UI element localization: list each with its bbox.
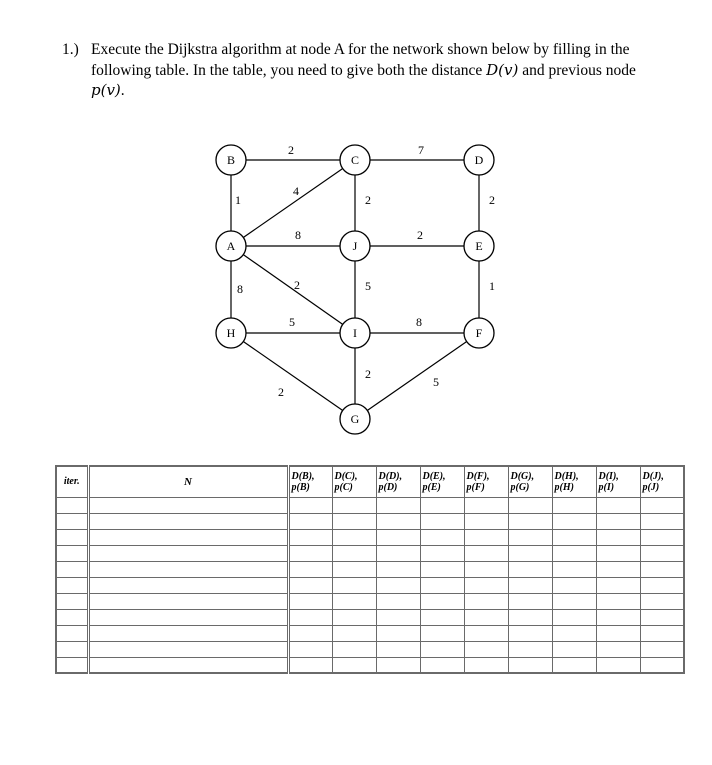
table-cell[interactable] [596, 529, 640, 545]
table-cell[interactable] [376, 593, 420, 609]
question-line-2-end: and previous node [518, 62, 636, 79]
table-cell[interactable] [376, 641, 420, 657]
table-cell[interactable] [88, 561, 288, 577]
table-cell[interactable] [56, 561, 88, 577]
column-header-pf [464, 466, 508, 497]
table-cell[interactable] [640, 641, 684, 657]
table-cell[interactable] [508, 657, 552, 673]
table-cell[interactable] [508, 497, 552, 513]
table-cell[interactable] [420, 641, 464, 657]
table-cell[interactable] [464, 577, 508, 593]
edge-weight-J-E: 2 [417, 227, 423, 242]
table-cell[interactable] [332, 625, 376, 641]
table-cell[interactable] [288, 561, 332, 577]
table-row [56, 577, 684, 593]
table-cell[interactable] [56, 497, 88, 513]
edge-weight-H-I: 5 [289, 314, 295, 329]
table-cell[interactable] [332, 593, 376, 609]
table-cell[interactable] [376, 577, 420, 593]
table-cell[interactable] [88, 513, 288, 529]
table-cell[interactable] [420, 609, 464, 625]
table-cell[interactable] [508, 545, 552, 561]
edge-weight-C-J: 2 [365, 192, 371, 207]
table-cell[interactable] [376, 657, 420, 673]
node-E [464, 231, 494, 261]
distance-label: D(I), [598, 470, 619, 482]
edge-weight-J-I: 5 [365, 278, 371, 293]
table-cell[interactable] [552, 625, 596, 641]
table-cell[interactable] [464, 497, 508, 513]
table-row [56, 529, 684, 545]
column-header-pc [332, 466, 376, 497]
table-cell[interactable] [420, 545, 464, 561]
previous-node-notation: p(v) [91, 81, 121, 99]
table-cell[interactable] [88, 641, 288, 657]
table-cell[interactable] [56, 545, 88, 561]
table-cell[interactable] [640, 577, 684, 593]
iter-header: iter. [56, 466, 88, 497]
table-cell[interactable] [332, 529, 376, 545]
table-cell[interactable] [552, 609, 596, 625]
node-I [340, 318, 370, 348]
table-cell[interactable] [56, 641, 88, 657]
previous-label: p(H) [554, 481, 574, 493]
table-cell[interactable] [56, 577, 88, 593]
column-header-ph [552, 466, 596, 497]
edge-H-G [231, 333, 355, 419]
table-cell[interactable] [88, 497, 288, 513]
table-cell[interactable] [420, 593, 464, 609]
table-row [56, 593, 684, 609]
table-cell[interactable] [464, 657, 508, 673]
table-cell[interactable] [288, 545, 332, 561]
table-cell[interactable] [464, 529, 508, 545]
table-cell[interactable] [420, 577, 464, 593]
table-cell[interactable] [420, 657, 464, 673]
graph-edge-weights [235, 143, 495, 399]
table-cell[interactable] [464, 625, 508, 641]
table-cell[interactable] [640, 497, 684, 513]
table-cell[interactable] [288, 609, 332, 625]
table-cell[interactable] [596, 561, 640, 577]
table-cell[interactable] [552, 497, 596, 513]
node-J [340, 231, 370, 261]
table-row [56, 545, 684, 561]
previous-label: p(E) [422, 481, 441, 493]
table-cell[interactable] [88, 625, 288, 641]
table-cell[interactable] [420, 561, 464, 577]
table-cell[interactable] [376, 625, 420, 641]
edge-weight-D-E: 2 [489, 192, 495, 207]
table-cell[interactable] [332, 545, 376, 561]
table-cell[interactable] [56, 529, 88, 545]
table-cell[interactable] [56, 609, 88, 625]
distance-label: D(B), [291, 470, 315, 482]
node-G [340, 404, 370, 434]
previous-label: p(I) [598, 481, 615, 493]
table-row [56, 657, 684, 673]
table-cell[interactable] [464, 513, 508, 529]
edge-weight-B-C: 2 [288, 142, 294, 157]
edge-weight-E-F: 1 [489, 278, 495, 293]
distance-label: D(D), [378, 470, 403, 482]
table-cell[interactable] [376, 609, 420, 625]
node-A [216, 231, 246, 261]
table-cell[interactable] [508, 513, 552, 529]
table-cell[interactable] [288, 593, 332, 609]
table-cell[interactable] [552, 641, 596, 657]
table-row [56, 497, 684, 513]
table-cell[interactable] [552, 577, 596, 593]
column-header-pb [288, 466, 332, 497]
edge-weight-I-F: 8 [416, 314, 422, 329]
table-cell[interactable] [420, 513, 464, 529]
table-cell[interactable] [288, 641, 332, 657]
table-cell[interactable] [88, 577, 288, 593]
table-cell[interactable] [332, 609, 376, 625]
table-cell[interactable] [596, 545, 640, 561]
table-cell[interactable] [88, 657, 288, 673]
column-header-pj [640, 466, 684, 497]
column-header-pe [420, 466, 464, 497]
table-cell[interactable] [508, 561, 552, 577]
table-cell[interactable] [332, 657, 376, 673]
table-row [56, 513, 684, 529]
table-cell[interactable] [464, 641, 508, 657]
table-cell[interactable] [88, 545, 288, 561]
table-cell[interactable] [332, 561, 376, 577]
table-cell[interactable] [56, 657, 88, 673]
table-cell[interactable] [464, 593, 508, 609]
edge-weight-C-D: 7 [418, 142, 424, 157]
table-cell[interactable] [508, 593, 552, 609]
table-cell[interactable] [552, 529, 596, 545]
distance-label: D(G), [510, 470, 535, 482]
table-cell[interactable] [596, 593, 640, 609]
table-cell[interactable] [376, 529, 420, 545]
table-cell[interactable] [640, 657, 684, 673]
table-cell[interactable] [640, 545, 684, 561]
table-cell[interactable] [56, 513, 88, 529]
question-line-1: Execute the Dijkstra algorithm at node A for the network shown below by filling in the [91, 41, 630, 58]
table-row [56, 625, 684, 641]
table-cell[interactable] [332, 513, 376, 529]
distance-label: D(E), [422, 470, 446, 482]
table-cell[interactable] [464, 609, 508, 625]
edge-weight-A-H: 8 [237, 281, 243, 296]
table-cell[interactable] [56, 593, 88, 609]
table-cell[interactable] [596, 657, 640, 673]
previous-label: p(D) [378, 481, 398, 493]
node-label-E: E [475, 238, 483, 253]
node-F [464, 318, 494, 348]
previous-label: p(F) [466, 481, 485, 493]
distance-label: D(C), [334, 470, 358, 482]
table-cell[interactable] [640, 513, 684, 529]
table-cell[interactable] [420, 625, 464, 641]
node-label-H: H [226, 325, 236, 340]
distance-label: D(H), [554, 470, 579, 482]
table-cell[interactable] [420, 529, 464, 545]
table-cell[interactable] [88, 609, 288, 625]
table-cell[interactable] [596, 609, 640, 625]
edge-weight-A-C: 4 [293, 183, 299, 198]
table-cell[interactable] [332, 577, 376, 593]
n-header: N [88, 466, 288, 497]
table-cell[interactable] [508, 529, 552, 545]
node-label-C: C [350, 152, 360, 167]
distance-label: D(J), [642, 470, 664, 482]
table-cell[interactable] [508, 609, 552, 625]
edge-A-C [231, 160, 355, 246]
column-header-pg [508, 466, 552, 497]
column-header-pi [596, 466, 640, 497]
previous-label: p(B) [291, 481, 310, 493]
table-cell[interactable] [508, 577, 552, 593]
table-cell[interactable] [288, 497, 332, 513]
node-label-F: F [475, 325, 483, 340]
table-cell[interactable] [640, 593, 684, 609]
table-row [56, 561, 684, 577]
table-cell[interactable] [376, 561, 420, 577]
node-label-G: G [350, 411, 360, 426]
table-cell[interactable] [288, 657, 332, 673]
table-cell[interactable] [640, 529, 684, 545]
table-cell[interactable] [288, 625, 332, 641]
edge-weight-A-J: 8 [295, 227, 301, 242]
node-label-A: A [226, 238, 236, 253]
question-number: 1.) [62, 41, 79, 58]
node-H [216, 318, 246, 348]
node-label-B: B [226, 152, 236, 167]
table-cell[interactable] [552, 513, 596, 529]
table-row [56, 609, 684, 625]
node-label-I: I [353, 325, 357, 340]
table-cell[interactable] [332, 497, 376, 513]
edge-weight-I-G: 2 [365, 366, 371, 381]
table-cell[interactable] [508, 641, 552, 657]
edge-weight-H-G: 2 [278, 384, 284, 399]
table-cell[interactable] [464, 561, 508, 577]
table-cell[interactable] [640, 625, 684, 641]
table-cell[interactable] [596, 641, 640, 657]
table-cell[interactable] [376, 497, 420, 513]
table-cell[interactable] [640, 561, 684, 577]
table-cell[interactable] [596, 577, 640, 593]
question-line-3-end: . [120, 82, 125, 99]
edge-weight-A-I: 2 [294, 277, 300, 292]
table-cell[interactable] [376, 513, 420, 529]
table-cell[interactable] [552, 561, 596, 577]
edge-weight-B-A: 1 [235, 192, 241, 207]
edge-G-F [355, 333, 479, 419]
table-cell[interactable] [596, 625, 640, 641]
node-D [464, 145, 494, 175]
distance-notation: D(v) [486, 61, 519, 79]
graph-edges [231, 160, 479, 419]
table-cell[interactable] [464, 545, 508, 561]
table-header-row [56, 466, 684, 497]
table-cell[interactable] [640, 609, 684, 625]
table-cell[interactable] [288, 529, 332, 545]
table-cell[interactable] [596, 513, 640, 529]
dijkstra-table [55, 465, 685, 674]
table-cell[interactable] [508, 625, 552, 641]
distance-label: D(F), [466, 470, 490, 482]
column-header-pd [376, 466, 420, 497]
previous-label: p(C) [334, 481, 353, 493]
table-cell[interactable] [288, 513, 332, 529]
table-row [56, 641, 684, 657]
table-cell[interactable] [332, 641, 376, 657]
table-cell[interactable] [376, 545, 420, 561]
table-cell[interactable] [552, 657, 596, 673]
table-cell[interactable] [596, 497, 640, 513]
table-cell[interactable] [288, 577, 332, 593]
table-cell[interactable] [88, 529, 288, 545]
edge-weight-G-F: 5 [433, 374, 439, 389]
question-line-2-text: following table. In the table, you need to give both the distance [91, 62, 487, 79]
node-B [216, 145, 246, 175]
node-C [340, 145, 370, 175]
table-cell[interactable] [552, 545, 596, 561]
table-cell[interactable] [552, 593, 596, 609]
table-cell[interactable] [56, 625, 88, 641]
node-label-D: D [474, 152, 484, 167]
dijkstra-table-container [55, 465, 685, 674]
table-cell[interactable] [88, 593, 288, 609]
previous-label: p(J) [642, 481, 660, 493]
node-label-J: J [352, 238, 358, 253]
table-cell[interactable] [420, 497, 464, 513]
previous-label: p(G) [510, 481, 530, 493]
